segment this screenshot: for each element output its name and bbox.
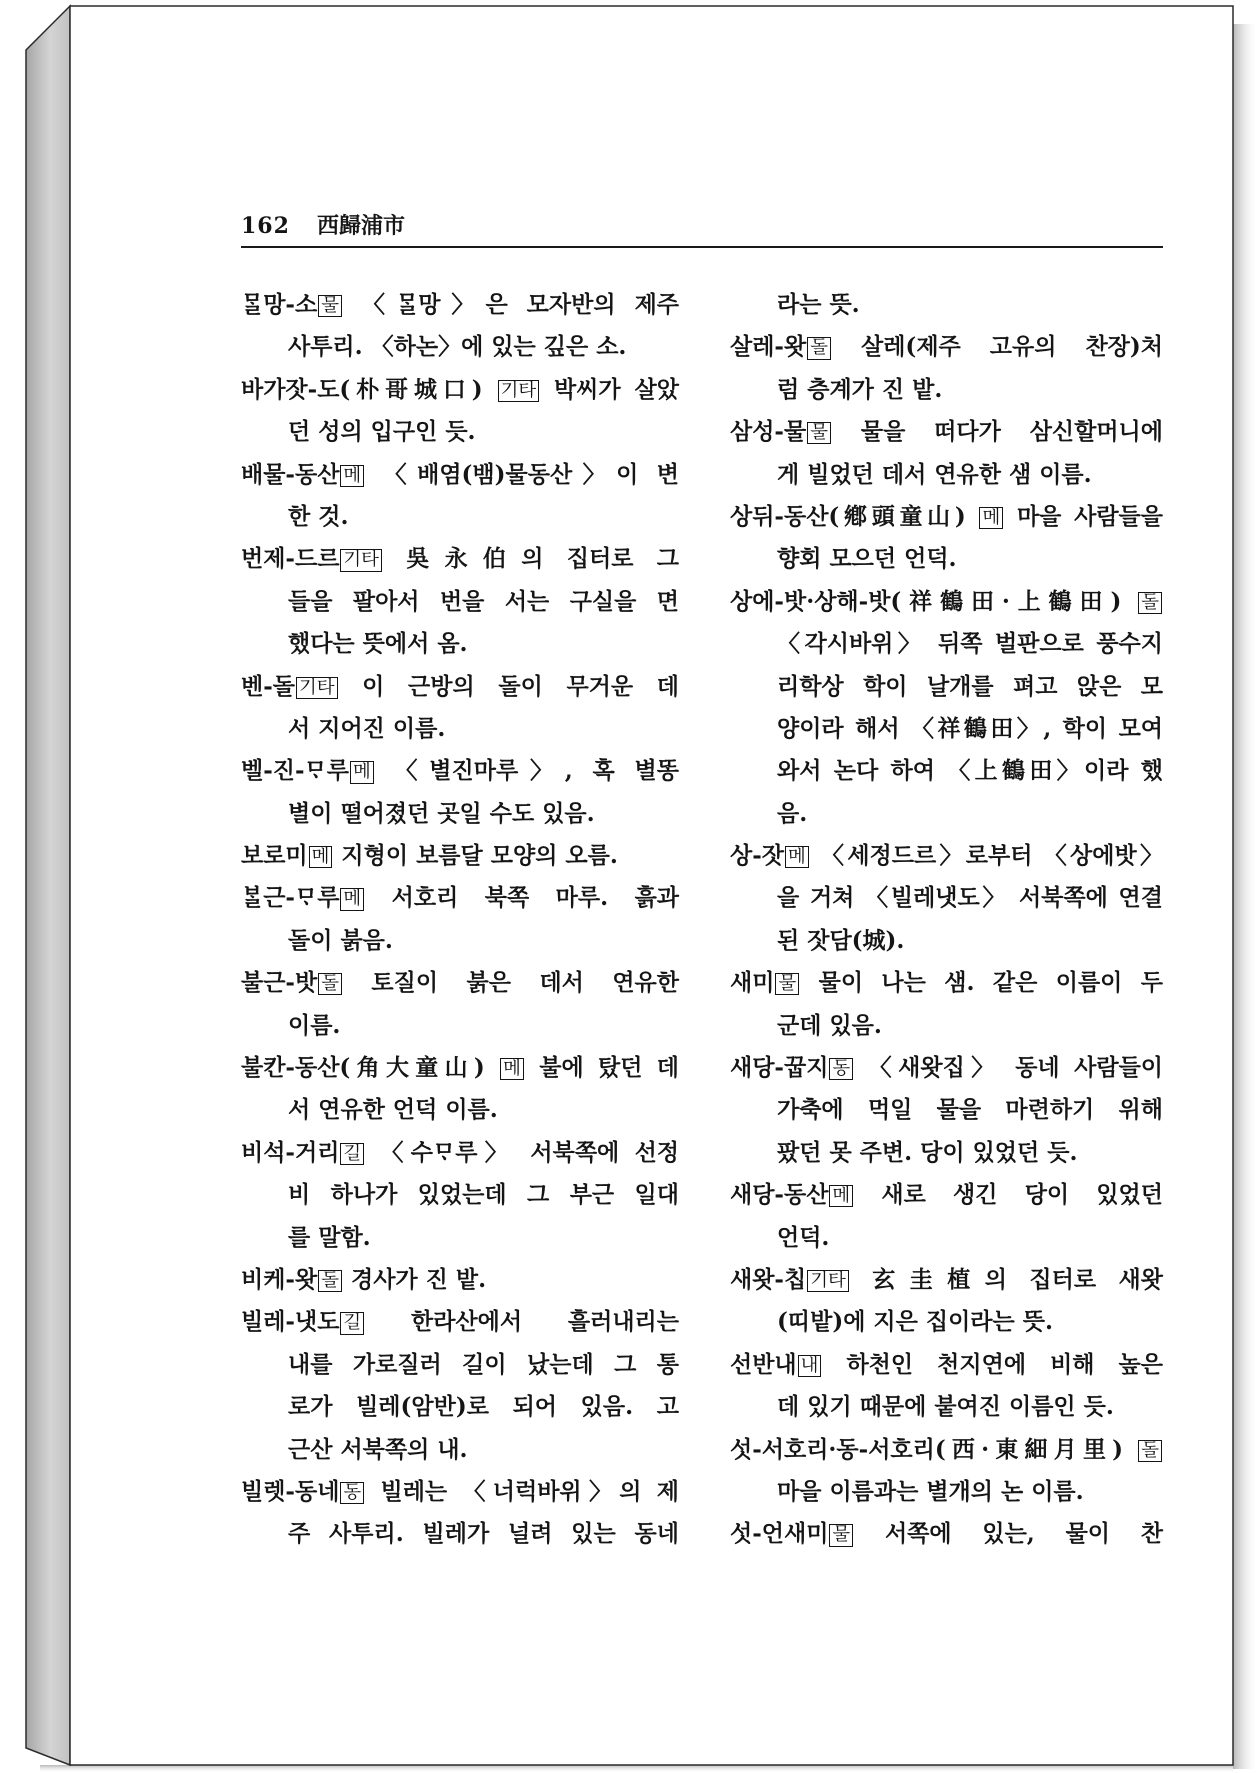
entry-text: 군데 있음. bbox=[777, 1011, 882, 1039]
entry-line bbox=[241, 1217, 679, 1259]
entry-line bbox=[241, 708, 679, 750]
entry-line bbox=[241, 284, 679, 326]
entry-line bbox=[730, 835, 1163, 877]
entry-text: 비 하나가 있었는데 그 부근 일대 bbox=[288, 1181, 679, 1209]
entry-text: 향회 모으던 언덕. bbox=[777, 545, 957, 573]
entry-line bbox=[730, 962, 1163, 1004]
entry-line bbox=[730, 1174, 1163, 1216]
dictionary-entry bbox=[730, 581, 1163, 835]
category-tag: 물 bbox=[807, 422, 831, 444]
entry-text: 〈수ᄆᆞ루〉 서북쪽에 선정 bbox=[365, 1138, 679, 1166]
entry-text: 로가 빌레(암반)로 되어 있음. 고 bbox=[288, 1393, 679, 1421]
category-tag: 돌 bbox=[318, 973, 342, 995]
entry-line bbox=[241, 962, 679, 1004]
entry-text: 물이 나는 샘. 같은 이름이 두 bbox=[800, 969, 1163, 997]
dictionary-entry bbox=[730, 1344, 1163, 1429]
entry-line bbox=[730, 1047, 1163, 1089]
headword: 새왓-칩 bbox=[730, 1265, 807, 1293]
entry-text: 마을 이름과는 별개의 논 이름. bbox=[777, 1477, 1084, 1505]
headword: 섯-서호리·동-서호리(西·東細月里) bbox=[730, 1435, 1138, 1463]
entry-text: 별이 떨어졌던 곳일 수도 있음. bbox=[288, 799, 595, 827]
headword: 비석-거리 bbox=[241, 1138, 340, 1166]
entry-line bbox=[241, 1047, 679, 1089]
entry-line bbox=[730, 1089, 1163, 1131]
entry-text: 을 거쳐 〈빌레냇도〉 서북쪽에 연결 bbox=[777, 884, 1163, 912]
dictionary-entry bbox=[241, 454, 679, 539]
entry-line bbox=[730, 877, 1163, 919]
category-tag: 메 bbox=[340, 465, 364, 487]
headword: 배물-동산 bbox=[241, 460, 340, 488]
page-shadow-bottom bbox=[40, 1765, 1233, 1773]
dictionary-entry bbox=[730, 1513, 1163, 1555]
headword: 섯-언새미 bbox=[730, 1520, 829, 1548]
dictionary-entry bbox=[730, 835, 1163, 962]
entry-line bbox=[241, 835, 679, 877]
dictionary-entry bbox=[241, 1471, 679, 1556]
category-tag: 동 bbox=[829, 1058, 853, 1080]
entry-text: 가축에 먹일 물을 마련하기 위해 bbox=[777, 1096, 1163, 1124]
headword: ᄇᆞᆯ근-ᄆᆞ루 bbox=[241, 884, 340, 912]
header-rule bbox=[241, 246, 1163, 248]
entry-text: 양이라 해서 〈祥鶴田〉, 학이 모여 bbox=[777, 714, 1163, 742]
book-side-edge bbox=[26, 6, 70, 1765]
entry-line bbox=[730, 1386, 1163, 1428]
entry-text: (띠밭)에 지은 집이라는 뜻. bbox=[777, 1308, 1053, 1336]
entry-line bbox=[241, 920, 679, 962]
dictionary-entry bbox=[730, 326, 1163, 411]
category-tag: 물 bbox=[775, 973, 799, 995]
entry-text: 돌이 붉음. bbox=[288, 926, 393, 954]
entry-text: 서 지어진 이름. bbox=[288, 714, 446, 742]
entry-text: 서쪽에 있는, 물이 찬 bbox=[854, 1520, 1163, 1548]
entry-text: 지형이 보름달 모양의 오름. bbox=[333, 842, 618, 870]
category-tag: 돌 bbox=[318, 1270, 342, 1292]
dictionary-entry bbox=[241, 1259, 679, 1301]
dictionary-entry bbox=[730, 284, 1163, 326]
entry-line bbox=[730, 1301, 1163, 1343]
entry-line bbox=[730, 326, 1163, 368]
entry-text: 던 성의 입구인 듯. bbox=[288, 418, 476, 446]
headword: 빌렛-동네 bbox=[241, 1477, 340, 1505]
headword: 새당-동산 bbox=[730, 1181, 829, 1209]
entry-text: 를 말함. bbox=[288, 1223, 371, 1251]
dictionary-entry bbox=[241, 1047, 679, 1132]
entry-text: 토질이 붉은 데서 연유한 bbox=[342, 969, 679, 997]
entry-line bbox=[730, 1217, 1163, 1259]
entry-text: 서호리 북쪽 마루. 흙과 bbox=[365, 884, 679, 912]
category-tag: 길 bbox=[340, 1312, 364, 1334]
entry-line bbox=[241, 1005, 679, 1047]
headword: 불근-밧 bbox=[241, 969, 318, 997]
headword: 벨-진-ᄆᆞ루 bbox=[241, 757, 349, 785]
entry-text: 와서 논다 하여 〈上鶴田〉이라 했 bbox=[777, 757, 1163, 785]
entry-line bbox=[241, 793, 679, 835]
entry-line bbox=[730, 454, 1163, 496]
entry-line bbox=[730, 1132, 1163, 1174]
headword: 비케-왓 bbox=[241, 1265, 318, 1293]
headword: 바가잣-도(朴哥城口) bbox=[241, 375, 497, 403]
entry-text: 근산 서북쪽의 내. bbox=[288, 1435, 468, 1463]
entry-text: 데 있기 때문에 붙여진 이름인 듯. bbox=[777, 1393, 1114, 1421]
headword: 선반내 bbox=[730, 1350, 797, 1378]
entry-line bbox=[730, 1005, 1163, 1047]
entry-text: 불에 탔던 데 bbox=[524, 1054, 679, 1082]
headword: 보로미 bbox=[241, 842, 308, 870]
entry-text: 언덕. bbox=[777, 1223, 830, 1251]
entry-text: 살레(제주 고유의 찬장)처 bbox=[831, 333, 1163, 361]
entry-line bbox=[241, 1174, 679, 1216]
dictionary-entry bbox=[241, 750, 679, 835]
entry-line bbox=[241, 326, 679, 368]
category-tag: 기타 bbox=[340, 549, 382, 571]
column-left bbox=[241, 284, 679, 1556]
entry-text: 박씨가 살았 bbox=[540, 375, 679, 403]
dictionary-entry bbox=[730, 1259, 1163, 1344]
entry-text: 라는 뜻. bbox=[777, 291, 860, 318]
entry-line bbox=[730, 1471, 1163, 1513]
entry-line bbox=[241, 369, 679, 411]
entry-text: 사투리. 〈하논〉에 있는 깊은 소. bbox=[288, 333, 627, 361]
dictionary-entry bbox=[730, 496, 1163, 581]
entry-line bbox=[730, 623, 1163, 665]
entry-line bbox=[730, 750, 1163, 792]
entry-text: 음. bbox=[777, 799, 808, 827]
entry-line bbox=[730, 920, 1163, 962]
category-tag: 내 bbox=[798, 1355, 822, 1377]
entry-text: 내를 가로질러 길이 났는데 그 통 bbox=[288, 1350, 679, 1378]
category-tag: 메 bbox=[979, 507, 1003, 529]
entry-text: 했다는 뜻에서 옴. bbox=[288, 630, 468, 658]
page-shadow-right bbox=[1233, 24, 1259, 1769]
entry-line bbox=[730, 1513, 1163, 1555]
dictionary-entry bbox=[730, 411, 1163, 496]
entry-line bbox=[241, 581, 679, 623]
entry-line bbox=[730, 496, 1163, 538]
entry-text: 빌레는 〈너럭바위〉의 제 bbox=[365, 1477, 679, 1505]
headword: 번제-드르 bbox=[241, 545, 340, 573]
category-tag: 메 bbox=[350, 761, 374, 783]
category-tag: 물 bbox=[318, 295, 342, 317]
dictionary-entry bbox=[730, 962, 1163, 1047]
entry-line bbox=[241, 1301, 679, 1343]
entry-text: 하천인 천지연에 비해 높은 bbox=[822, 1350, 1163, 1378]
running-head-title: 西歸浦市 bbox=[316, 213, 405, 239]
entry-text: 게 빌었던 데서 연유한 샘 이름. bbox=[777, 460, 1092, 488]
entry-line bbox=[730, 581, 1163, 623]
entry-line bbox=[730, 538, 1163, 580]
entry-line bbox=[241, 1386, 679, 1428]
entry-line bbox=[241, 1429, 679, 1471]
entry-line bbox=[730, 411, 1163, 453]
entry-text: 리학상 학이 날개를 펴고 앉은 모 bbox=[777, 672, 1163, 700]
category-tag: 기타 bbox=[498, 380, 540, 402]
headword: ᄆᆞᆯ망-소 bbox=[241, 291, 318, 318]
entry-line bbox=[241, 750, 679, 792]
headword: 불칸-동산(角大童山) bbox=[241, 1054, 500, 1082]
entry-text: 吳永伯의 집터로 그 bbox=[382, 545, 679, 573]
category-tag: 기타 bbox=[807, 1270, 849, 1292]
dictionary-entry bbox=[241, 284, 679, 369]
headword: 살레-왓 bbox=[730, 333, 807, 361]
dictionary-entry bbox=[241, 538, 679, 665]
entry-text: 팠던 못 주변. 당이 있었던 듯. bbox=[777, 1138, 1078, 1166]
entry-line bbox=[730, 708, 1163, 750]
entry-text: 물을 떠다가 삼신할머니에 bbox=[831, 418, 1163, 446]
dictionary-entry bbox=[241, 1132, 679, 1259]
entry-line bbox=[241, 666, 679, 708]
category-tag: 돌 bbox=[1138, 592, 1162, 614]
entry-text: 〈각시바위〉 뒤쪽 벌판으로 풍수지 bbox=[777, 630, 1163, 658]
headword: 새당-꿉지 bbox=[730, 1054, 829, 1082]
entry-line bbox=[730, 369, 1163, 411]
category-tag: 메 bbox=[340, 888, 364, 910]
entry-line bbox=[241, 538, 679, 580]
entry-line bbox=[241, 1513, 679, 1555]
headword: 상에-밧·상해-밧(祥鶴田·上鶴田) bbox=[730, 587, 1138, 615]
entry-line bbox=[730, 1259, 1163, 1301]
entry-text: 주 사투리. 빌레가 널려 있는 동네 bbox=[288, 1520, 679, 1548]
entry-text: 한라산에서 흘러내리는 bbox=[365, 1308, 679, 1336]
entry-text: 〈ᄆᆞᆯ망〉은 모자반의 제주 bbox=[342, 291, 679, 318]
category-tag: 메 bbox=[785, 846, 809, 868]
headword: 벤-돌 bbox=[241, 672, 295, 700]
entry-line bbox=[730, 1429, 1163, 1471]
entry-line bbox=[241, 1259, 679, 1301]
entry-text: 이름. bbox=[288, 1011, 341, 1039]
category-tag: 길 bbox=[340, 1143, 364, 1165]
dictionary-entry bbox=[241, 962, 679, 1047]
entry-line bbox=[730, 793, 1163, 835]
entry-text: 〈세정드르〉로부터 〈상에밧〉 bbox=[809, 842, 1163, 870]
entry-text: 〈별진마루〉, 혹 별똥 bbox=[374, 757, 679, 785]
dictionary-entry bbox=[241, 369, 679, 454]
entry-line bbox=[241, 1344, 679, 1386]
entry-text: 〈배염(뱀)물동산〉이 변 bbox=[365, 460, 679, 488]
entry-text: 새로 생긴 당이 있었던 bbox=[854, 1181, 1163, 1209]
dictionary-entry bbox=[730, 1429, 1163, 1514]
category-tag: 메 bbox=[829, 1185, 853, 1207]
category-tag: 물 bbox=[829, 1524, 853, 1546]
entry-text: 경사가 진 밭. bbox=[342, 1265, 487, 1293]
headword: 삼성-물 bbox=[730, 418, 807, 446]
page-number: 162 bbox=[241, 213, 290, 239]
entry-line bbox=[241, 496, 679, 538]
headword: 빌레-냇도 bbox=[241, 1308, 340, 1336]
entry-line bbox=[241, 1471, 679, 1513]
category-tag: 메 bbox=[309, 846, 333, 868]
entry-text: 들을 팔아서 번을 서는 구실을 면 bbox=[288, 587, 679, 615]
category-tag: 메 bbox=[500, 1058, 524, 1080]
category-tag: 돌 bbox=[1138, 1440, 1162, 1462]
entry-line bbox=[730, 1344, 1163, 1386]
entry-text: 玄圭植의 집터로 새왓 bbox=[849, 1265, 1163, 1293]
column-right bbox=[730, 284, 1163, 1556]
dictionary-entry bbox=[241, 1301, 679, 1471]
dictionary-entry bbox=[730, 1047, 1163, 1174]
category-tag: 돌 bbox=[807, 337, 831, 359]
entry-line bbox=[241, 454, 679, 496]
entry-line bbox=[241, 877, 679, 919]
entry-text: 〈새왓집〉 동네 사람들이 bbox=[854, 1054, 1163, 1082]
dictionary-entry bbox=[730, 1174, 1163, 1259]
category-tag: 기타 bbox=[296, 677, 338, 699]
dictionary-entry bbox=[241, 666, 679, 751]
headword: 상뒤-동산(鄕頭童山) bbox=[730, 502, 979, 530]
entry-line bbox=[730, 284, 1163, 326]
dictionary-entry bbox=[241, 877, 679, 962]
running-header bbox=[241, 211, 405, 241]
entry-text: 서 연유한 언덕 이름. bbox=[288, 1096, 498, 1124]
entry-text: 이 근방의 돌이 무거운 데 bbox=[338, 672, 679, 700]
entry-line bbox=[730, 666, 1163, 708]
entry-line bbox=[241, 623, 679, 665]
category-tag: 동 bbox=[340, 1482, 364, 1504]
entry-line bbox=[241, 1132, 679, 1174]
entry-line bbox=[241, 411, 679, 453]
entry-text: 럼 층계가 진 밭. bbox=[777, 375, 943, 403]
entry-text: 된 잣담(城). bbox=[777, 926, 905, 954]
headword: 새미 bbox=[730, 969, 775, 997]
headword: 상-잣 bbox=[730, 842, 784, 870]
entry-text: 한 것. bbox=[288, 502, 349, 530]
entry-text: 마을 사람들을 bbox=[1004, 502, 1163, 530]
dictionary-entry bbox=[241, 835, 679, 877]
entry-line bbox=[241, 1089, 679, 1131]
